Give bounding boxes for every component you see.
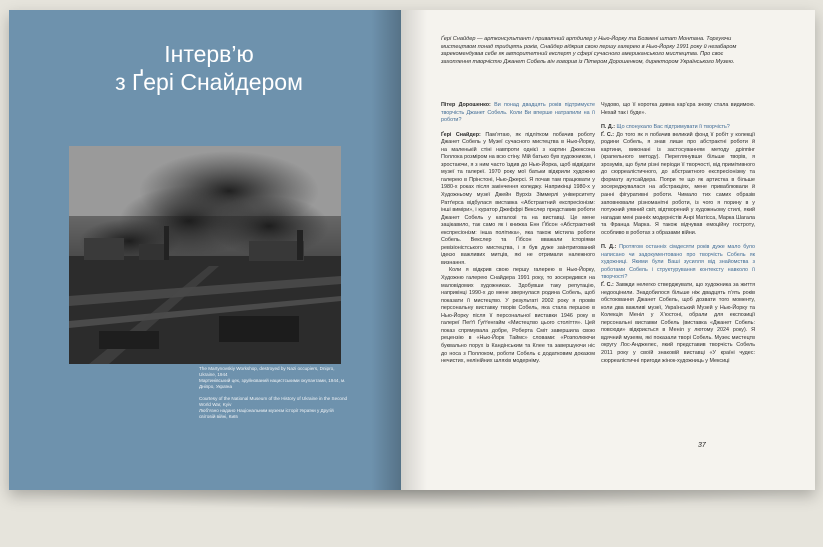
question-2 bbox=[601, 124, 755, 132]
answer-1-end: Чудово, що її коротка дивна кар’єра знову стала видимою. Нехай так і буде». bbox=[601, 102, 755, 116]
page-title bbox=[69, 40, 349, 96]
caption-ukrainian: Мартинівський цех, зруйнований нацистськими окупантами, 1944, м. Дніпро, Україна bbox=[199, 378, 346, 389]
speaker-label: П. Д.: bbox=[601, 244, 617, 251]
book-spread bbox=[9, 10, 815, 490]
speaker-label: Ґері Снайдер: bbox=[441, 131, 481, 138]
caption-english: The Martynovskiy Workshop, destroyed by Nazi occupiers, Dnipro, Ukraine, 1944 bbox=[199, 366, 335, 377]
right-page bbox=[401, 10, 815, 490]
question-text: Що спонукало Вас підтримувати її творчість? bbox=[616, 124, 730, 131]
left-page bbox=[9, 10, 401, 490]
photo-caption bbox=[199, 366, 349, 426]
answer-text: Завжди нелегко стверджувати, що художника за життя недооцінили. Знадобилося більше ніж двадцять п’ять років обстоювання Джанет Собель, щоб дозвати того моменту, коли два важливі музеї, Український Музей у Нью-Йорку та Колекція Меніл у Х’юстоні, обрали для експозиції персональні виставки Собель (виставка «Джанет Собель: повсюди» відкриється в Меніл у лютому 2024 року). Я вдячний музеям, які показали творі Собель. Музеє мистецтв округу Лос-Анджелес, який представив творчість Собель 2011 року у своїй знаковій виставці «У країні чудес: сюрреалістичні пригоди жінок-художниць у Мексиці bbox=[601, 282, 755, 364]
answer-2 bbox=[601, 132, 755, 238]
answer-text: Пам’ятаю, як підлітком побачив роботу Джанет Собель у Музеї сучасного мистецтва в Нью-Йорку, на маленькій стіні навпроти однієї з картин Джексона Поллока розміром на всю стіну. Мій батько був художником, і зростаючи, я з ним часто їздив до Нью-Йорка, щоб відвідати музеї та галереї. 1970 року мої батьки відкрили художню галерею в Прінстоні, Нью-Джерсі. Я почав там працювати у 1980-х роках після закінчення коледжу. Наприкінці 1980-х у Художньому музеї Джейн Вурхіз Зіммерлі університету Ратґерса відбулася виставка «Абстрактний експресіонізм: інші виміри», і куратор Джеффрі Векслер представив роботи Джанет Собель у каталозі та на виставці. Це мене зацікавило, так само як і книжка Енн Ґібсон «Абстрактний експресіонізм: інша політика», яка також містила роботи Собель. Векслер та Ґібсон вважали історіями ревізіоністського мистецтва, і я був дуже заінтригований ідеєю важливих митців, які не отримали належного визнання. bbox=[441, 131, 595, 266]
factory-smoke-image bbox=[69, 146, 341, 364]
question-3 bbox=[601, 244, 755, 282]
title-line-1: Інтерв’ю bbox=[164, 41, 254, 67]
answer-text: До того як я побачив великий фонд її робіт у колекції родини Собель, я знав лише про абстрактні роботи й картини, виконані із застосуванням методу дріппінг (крапельного методу). Переглянувши більше творів, я зрозумів, що були різні періоди її творчості, від примітивного до сюрреалістичного, до абстрактного експресіонізму та формату аутсайдера. Попри те що як артистка в більше зосереджувалася на абстракціях, мене приваблювали й ранні фігуративні роботи. Чимало тих самих образів заповнювали різноманітні роботи, із чого я порину в у потужний уявний світ, відтворений у художньому стилі, який нагадав мені ранніх модерністів Анрі Матісса, Марка Шагала та Франца Марка. Я також відчував емоційну гостроту, особливо в роботах з образами війни. bbox=[601, 131, 755, 236]
archival-photo bbox=[69, 146, 341, 364]
speaker-label: П. Д.: bbox=[601, 124, 616, 131]
answer-3 bbox=[601, 282, 755, 365]
speaker-label: Ґ. С.: bbox=[601, 131, 615, 138]
speaker-label: Пітер Дорошенко: bbox=[441, 102, 491, 108]
intro-paragraph: Ґері Снайдер — артконсультант і приватний артдилер у Нью-Йорку та Бозмені штат Монтана. Торгуючи мистецтвом понад тридцять років, Снайдер відкрив свою першу галерею в Нью-Йорку 1991 року й незабаром зарекомендував себе як авторитетний експерт у сфері сучасного американського мистецтва. Про своє захоплення творчістю Джанет Собель він говорив із Пітером Дорошенком, директором Українського Музею. bbox=[441, 36, 737, 65]
speaker-label: Ґ. С.: bbox=[601, 282, 614, 289]
text-column-2 bbox=[601, 102, 755, 372]
answer-1-continued: Коли я відкрив свою першу галерею в Нью-Йорку, Художню галерею Снайдера 1991 року, то зосередився на маловідомих художниках. Здобувши таку репутацію, наприкінці 1990-х до мене звернулася родина Собель, щоб показати її мистецтво. У результаті 2002 року я провів персональну виставку творів Собель, яка стала першою в Нью-Йорку після її персональної виставки 1946 року в галереї Пеґґі Ґуґґенгайм «Мистецтво цього століття». Цей показ спрямувала добре, Роберта Сміт завершила свою рецензію в «Нью-Йорк Таймс» словами: «Розполюючи буквально порух із Кандінським та Клее та завершуючи ніс до носа з Поллоком, роботи Собель є додатковим доказом нечистих, нелінійних шляхів модерніму. bbox=[441, 267, 595, 365]
page-number: 37 bbox=[698, 442, 706, 449]
text-column-1 bbox=[441, 102, 595, 366]
answer-1 bbox=[441, 132, 595, 268]
credit-english: Courtesy of the National Museum of the History of Ukraine in the Second World War, Kyiv bbox=[199, 396, 348, 407]
question-text: Ви понад двадцять років підтримуєте творчість Джанет Собель. Коли Ви вперше натрапили на її роботи? bbox=[441, 102, 595, 124]
question-1 bbox=[441, 102, 595, 125]
credit-ukrainian: Люб’язно надано Національним музеєм історії України у Другій світовій війні, Київ bbox=[199, 408, 334, 419]
title-line-2: з Ґері Снайдером bbox=[115, 69, 303, 95]
question-text: Протягом останніх сімдесяти років дуже мало було написано чи задокументовано про творчість Собель як художниці. Якими були Ваші зусилля від знайомства з роботами Собель і структурування контексту навколо її творчості? bbox=[601, 244, 755, 281]
